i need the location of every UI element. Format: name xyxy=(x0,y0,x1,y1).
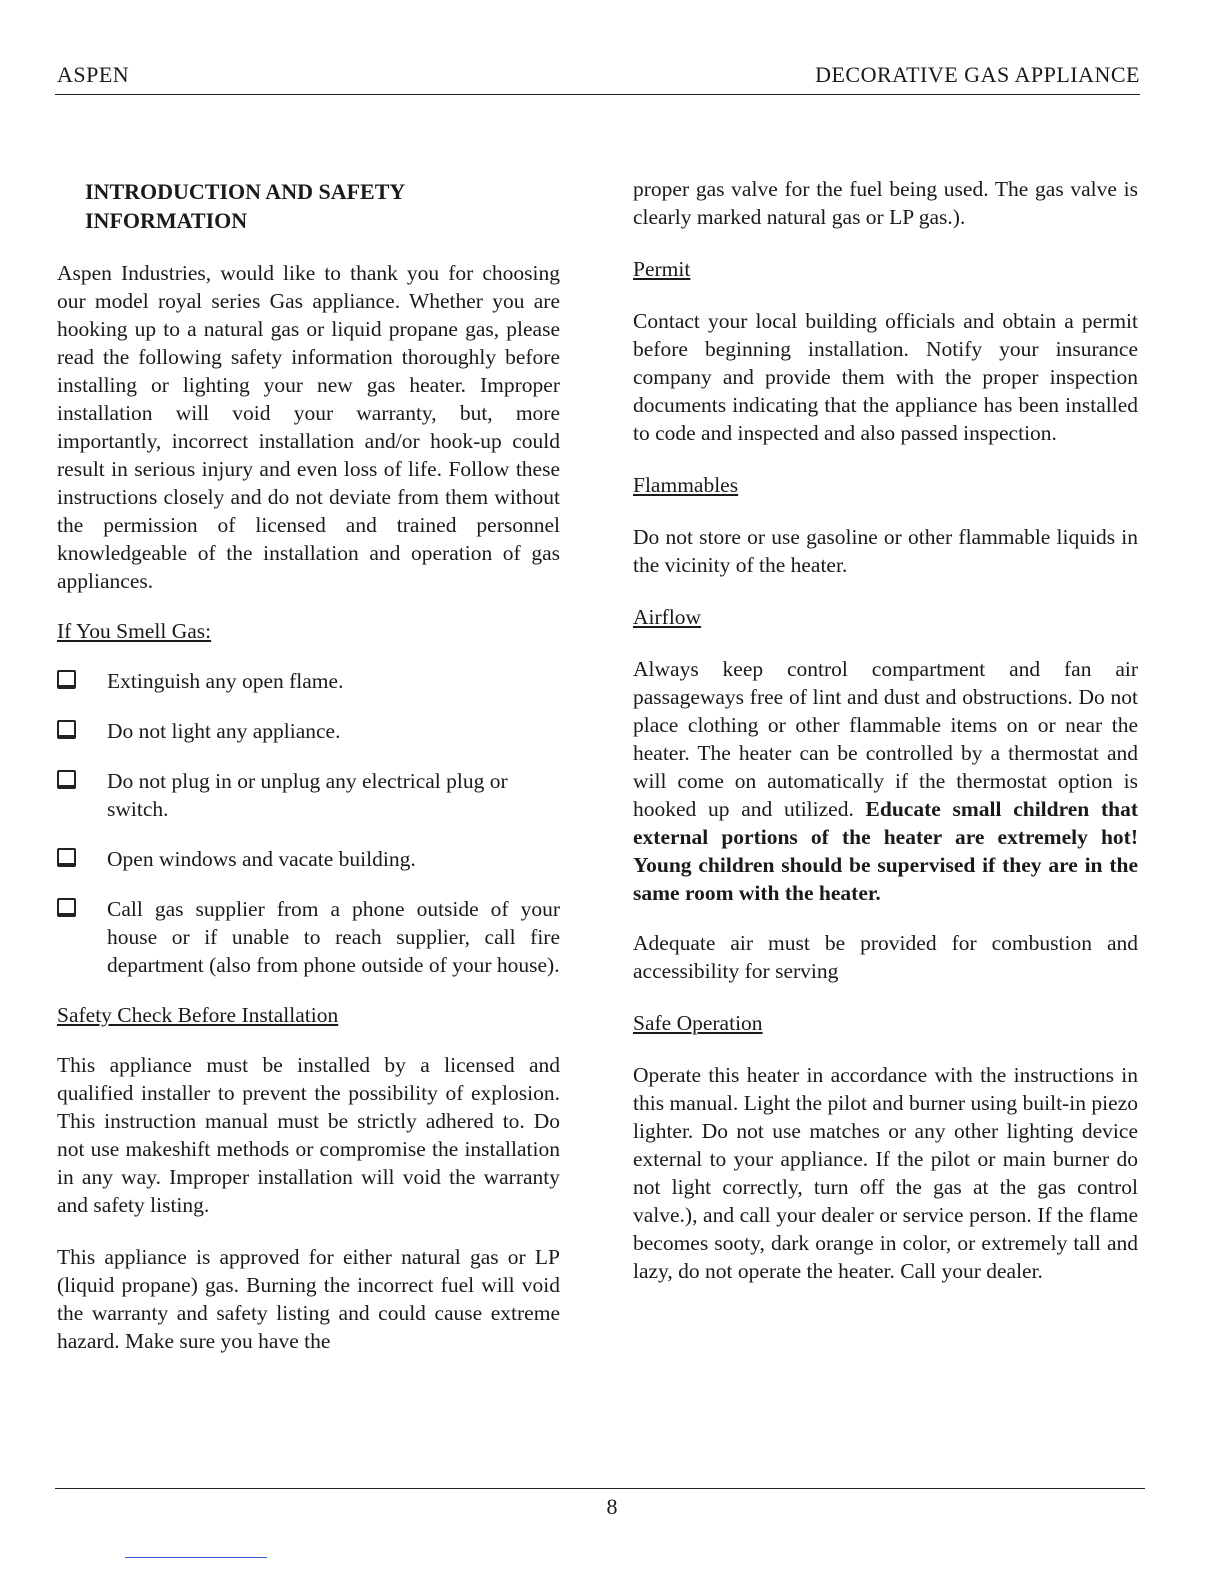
checklist-item-text: Do not plug in or unplug any electrical plug or switch. xyxy=(107,769,508,821)
footer-divider xyxy=(55,1488,1145,1489)
header-brand: ASPEN xyxy=(57,62,130,87)
safety-check-title: Safety Check Before Installation xyxy=(57,1003,339,1027)
smell-gas-checklist xyxy=(57,667,560,979)
right-column xyxy=(633,175,1138,1285)
checklist-item xyxy=(57,767,560,823)
checkbox-icon xyxy=(57,770,76,789)
page-header xyxy=(55,60,1140,95)
airflow-warning: Educate small children that external portions of the heater are extremely hot! Young children should be supervised if they are in the same room with the heater. xyxy=(633,797,1138,905)
airflow-title: Airflow xyxy=(633,605,702,629)
checklist-item-text: Call gas supplier from a phone outside of your house or if unable to reach supplier, call fire department (also from phone outside of your house). xyxy=(107,897,560,977)
checkbox-icon xyxy=(57,848,76,867)
checkbox-icon xyxy=(57,898,76,917)
airflow-paragraph xyxy=(633,655,1138,907)
permit-paragraph: Contact your local building officials and obtain a permit before beginning installation. Notify your insurance company and provide them with the proper inspection documents indicating that the appliance has been installed to code and inspected and also passed inspection. xyxy=(633,309,1138,445)
scan-artifact-line xyxy=(125,1557,267,1558)
flammables-title: Flammables xyxy=(633,473,739,497)
checklist-item xyxy=(57,717,560,745)
checklist-item-text: Do not light any appliance. xyxy=(107,719,341,743)
flammables-paragraph: Do not store or use gasoline or other flammable liquids in the vicinity of the heater. xyxy=(633,525,1138,577)
airflow-text: Always keep control compartment and fan air passageways free of lint and dust and obstructions. Do not place clothing or other flammable items on or near the heater. The heater can be controlled by a thermostat and will come on automatically if the thermostat option is hooked up and utilized. xyxy=(633,657,1138,821)
checklist-item-text: Extinguish any open flame. xyxy=(107,669,344,693)
checkbox-icon xyxy=(57,720,76,739)
continued-paragraph: proper gas valve for the fuel being used. The gas valve is clearly marked natural gas or LP gas.). xyxy=(633,177,1138,229)
page-number: 8 xyxy=(606,1494,618,1519)
section-heading: INTRODUCTION AND SAFETY INFORMATION xyxy=(85,179,405,233)
smell-gas-title: If You Smell Gas: xyxy=(57,619,212,643)
intro-paragraph: Aspen Industries, would like to thank you for choosing our model royal series Gas appliance. Whether you are hooking up to a natural gas or liquid propane gas, please read the following safety information thoroughly before installing or lighting your new gas heater. Improper installation will void your warranty, but, more importantly, incorrect installation and/or hook-up could result in serious injury and even loss of life. Follow these instructions closely and do not deviate from them without the permission of licensed and trained personnel knowledgeable of the installation and operation of gas appliances. xyxy=(57,261,560,593)
permit-title: Permit xyxy=(633,257,691,281)
airflow-paragraph-2: Adequate air must be provided for combustion and accessibility for serving xyxy=(633,931,1138,983)
safety-check-paragraph-1: This appliance must be installed by a licensed and qualified installer to prevent the possibility of explosion. This instruction manual must be strictly adhered to. Do not use makeshift methods or compromise the installation in any way. Improper installation will void the warranty and safety listing. xyxy=(57,1053,560,1217)
safety-check-paragraph-2: This appliance is approved for either natural gas or LP (liquid propane) gas. Burning the incorrect fuel will void the warranty and safety listing and could cause extreme hazard. Make sure you have the xyxy=(57,1245,560,1353)
safe-operation-title: Safe Operation xyxy=(633,1011,763,1035)
checklist-item xyxy=(57,845,560,873)
header-title: DECORATIVE GAS APPLIANCE xyxy=(815,62,1140,87)
left-column xyxy=(57,175,560,1355)
checklist-item-text: Open windows and vacate building. xyxy=(107,847,416,871)
checklist-item xyxy=(57,895,560,979)
checklist-item xyxy=(57,667,560,695)
safe-operation-paragraph: Operate this heater in accordance with the instructions in this manual. Light the pilot and burner using built-in piezo lighter. Do not use matches or any other lighting device external to your appliance. If the pilot or main burner do not light correctly, turn off the gas at the gas control valve.), and call your dealer or service person. If the flame becomes sooty, dark orange in color, or extremely tall and lazy, do not operate the heater. Call your dealer. xyxy=(633,1063,1138,1283)
checkbox-icon xyxy=(57,670,76,689)
